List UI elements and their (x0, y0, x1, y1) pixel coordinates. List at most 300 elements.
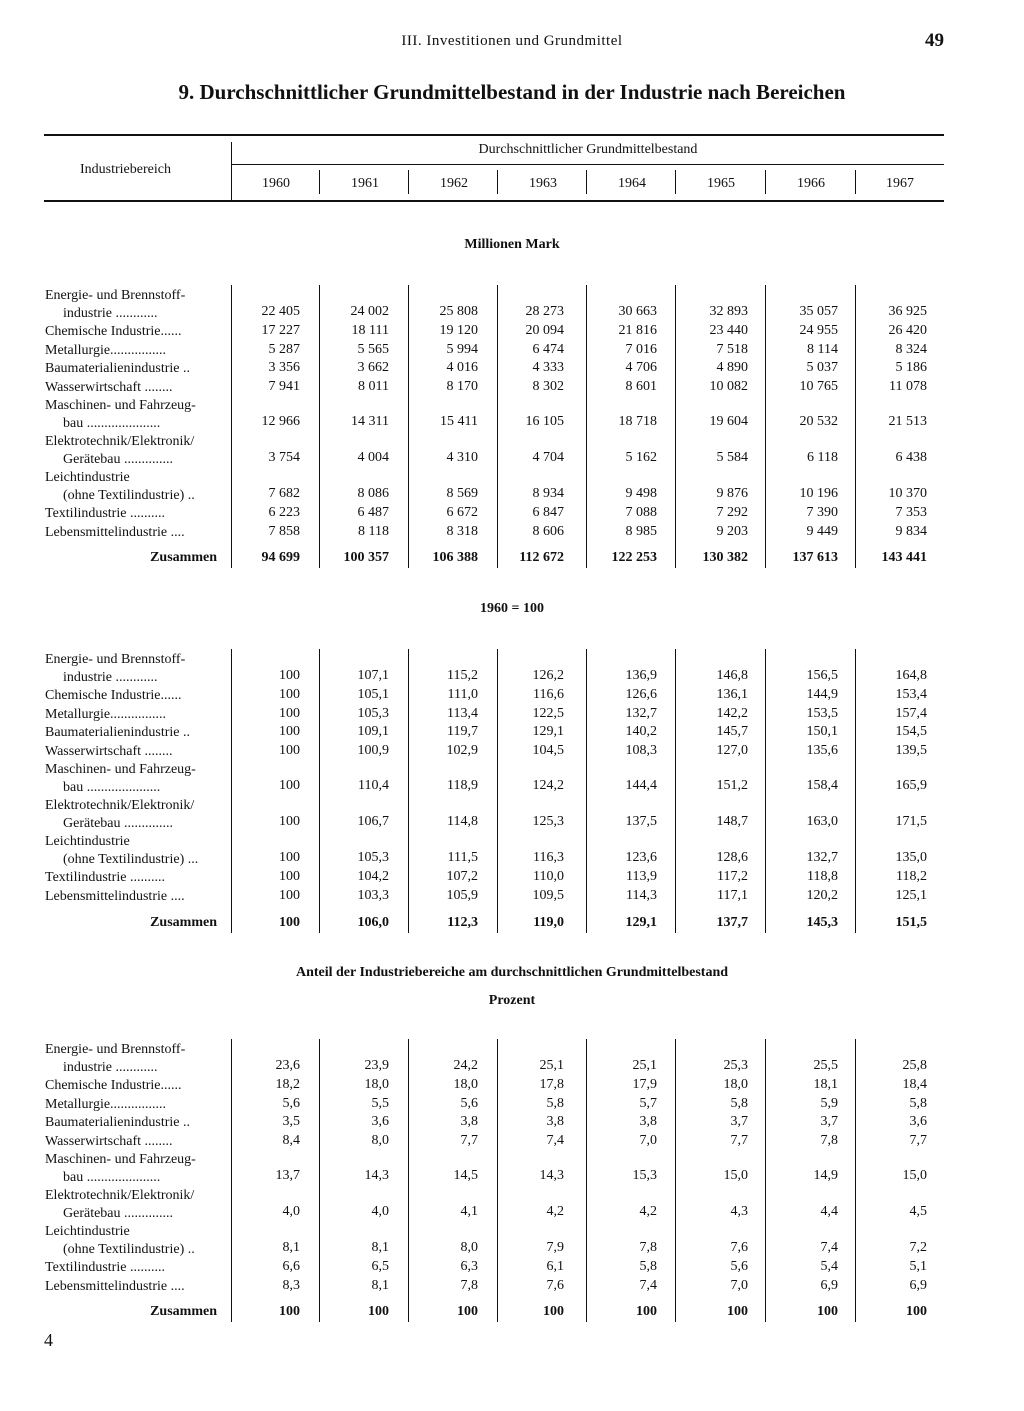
table-cell: 21 513 (888, 414, 927, 429)
table-cell: 136,9 (625, 668, 657, 683)
total-cell: 143 441 (881, 550, 927, 565)
section-title: 1960 = 100 (480, 601, 544, 616)
row-label (45, 360, 231, 378)
row-label (45, 1133, 231, 1151)
year-header: 1964 (618, 176, 646, 191)
table-cell: 7,4 (546, 1132, 564, 1148)
table-cell: 8,0 (460, 1240, 478, 1255)
table-cell: 24 002 (350, 304, 389, 319)
table-cell: 12 966 (261, 414, 300, 429)
table-cell: 7,8 (820, 1132, 838, 1148)
table-cell: 157,4 (895, 705, 927, 721)
table-cell: 148,7 (716, 814, 748, 829)
table-cell: 4 704 (532, 450, 564, 465)
table-cell: 100 (279, 705, 300, 721)
table-cell: 4,4 (820, 1204, 838, 1219)
table-cell: 113,4 (447, 705, 478, 721)
table-cell: 116,3 (533, 850, 564, 865)
table-cell: 18,1 (813, 1077, 838, 1092)
row-label-line: Energie- und Brennstoff- (45, 288, 186, 303)
column-rule (497, 285, 498, 568)
table-cell: 24 955 (799, 323, 838, 338)
table-cell: 3,8 (460, 1114, 478, 1129)
table-cell: 8 324 (895, 341, 927, 357)
table-cell: 100 (279, 778, 300, 793)
total-cell: 100 (636, 1304, 657, 1319)
table-cell: 7,4 (639, 1277, 657, 1293)
row-label (45, 433, 231, 469)
table-cell: 24,2 (453, 1058, 478, 1073)
column-rule (586, 285, 587, 568)
table-cell: 118,9 (447, 778, 478, 793)
table-cell: 122,5 (532, 705, 564, 721)
table-cell: 6,9 (909, 1277, 927, 1293)
table-cell: 7,7 (730, 1132, 748, 1148)
section-title: Anteil der Industriebereiche am durchschnittlichen Grundmittelbestand (295, 965, 729, 980)
year-header: 1963 (529, 176, 557, 191)
table-cell: 21 816 (618, 323, 657, 338)
table-cell: 163,0 (806, 814, 838, 829)
row-label (45, 1096, 231, 1114)
table-cell: 144,4 (625, 778, 657, 793)
row-label-line: Leichtindustrie (45, 834, 130, 849)
table-cell: 22 405 (261, 304, 300, 319)
table-cell: 154,5 (895, 724, 927, 739)
row-label-line: Textilindustrie .......... (45, 1260, 165, 1275)
table-cell: 4 310 (446, 450, 478, 465)
table-cell: 105,3 (357, 705, 389, 721)
row-label-line: Energie- und Brennstoff- (45, 1042, 186, 1057)
table-cell: 4,2 (546, 1204, 564, 1219)
table-cell: 5,1 (909, 1259, 927, 1274)
table-cell: 108,3 (625, 742, 657, 758)
table-cell: 15,3 (632, 1168, 657, 1183)
header-top-rule (44, 134, 944, 136)
table-cell: 5,6 (730, 1259, 748, 1274)
row-label-line: Wasserwirtschaft ........ (45, 1133, 173, 1149)
row-label-line: Metallurgie................ (45, 342, 167, 358)
row-label (45, 1278, 231, 1296)
table-cell: 7,6 (730, 1240, 748, 1255)
total-cell: 130 382 (702, 550, 748, 565)
table-cell: 25 808 (439, 304, 478, 319)
table-cell: 6,9 (820, 1277, 838, 1293)
table-cell: 6 487 (357, 505, 389, 520)
section-subtitle: Prozent (488, 993, 536, 1008)
total-cell: 129,1 (625, 915, 657, 930)
table-cell: 4,0 (282, 1204, 300, 1219)
table-cell: 7 088 (625, 505, 657, 520)
row-label (45, 505, 231, 523)
table-cell: 8 934 (532, 486, 564, 501)
row-label (45, 524, 231, 542)
section-title: Millionen Mark (464, 237, 560, 252)
table-cell: 116,6 (533, 687, 564, 702)
table-cell: 4 004 (357, 450, 389, 465)
table-cell: 8 170 (446, 378, 478, 394)
table-cell: 28 273 (525, 304, 564, 319)
row-label-line: Elektrotechnik/Elektronik/ (45, 798, 195, 813)
row-label-line: Lebensmittelindustrie .... (45, 1278, 185, 1294)
row-label (45, 323, 231, 341)
total-cell: 100 (543, 1304, 564, 1319)
year-header-divider (586, 170, 587, 194)
table-cell: 8 302 (532, 378, 564, 394)
table-cell: 8 086 (357, 486, 389, 501)
table-cell: 35 057 (799, 304, 838, 319)
table-cell: 110,4 (358, 778, 389, 793)
table-cell: 15 411 (440, 414, 478, 429)
table-cell: 135,6 (806, 742, 838, 758)
row-label (45, 287, 231, 323)
column-rule (675, 649, 676, 933)
row-label-line: Maschinen- und Fahrzeug- (45, 1152, 196, 1167)
table-cell: 106,7 (357, 814, 389, 829)
table-cell: 7,7 (460, 1132, 478, 1148)
row-label (45, 761, 231, 797)
table-cell: 5,6 (460, 1095, 478, 1111)
row-label-header: Industriebereich (80, 162, 171, 177)
table-cell: 5,4 (820, 1259, 838, 1274)
total-cell: 112,3 (447, 915, 478, 930)
table-cell: 25,5 (813, 1058, 838, 1073)
year-header: 1961 (351, 176, 379, 191)
row-label (45, 833, 231, 869)
column-rule (319, 285, 320, 568)
column-rule (408, 285, 409, 568)
row-label-line: Chemische Industrie...... (45, 688, 182, 703)
table-cell: 113,9 (626, 869, 657, 884)
table-cell: 5,9 (820, 1095, 838, 1111)
table-cell: 5,8 (909, 1095, 927, 1111)
table-cell: 9 876 (716, 486, 748, 501)
row-label-line: Leichtindustrie (45, 1224, 130, 1239)
total-cell: 100 (279, 1304, 300, 1319)
table-cell: 8 985 (625, 523, 657, 539)
footer-mark: 4 (44, 1330, 53, 1350)
table-cell: 3,5 (282, 1114, 300, 1129)
table-cell: 9 449 (806, 523, 838, 539)
table-cell: 4,5 (909, 1204, 927, 1219)
total-cell: 100 357 (343, 550, 389, 565)
table-cell: 126,2 (532, 668, 564, 683)
table-cell: 128,6 (716, 850, 748, 865)
table-cell: 119,7 (447, 724, 478, 739)
table-cell: 100 (279, 687, 300, 702)
column-rule (231, 285, 232, 568)
table-cell: 4 333 (532, 360, 564, 375)
table-cell: 153,5 (806, 705, 838, 721)
table-cell: 7 390 (806, 505, 838, 520)
table-cell: 132,7 (806, 850, 838, 865)
table-cell: 7,0 (730, 1277, 748, 1293)
row-label-continuation: Gerätebau .............. (63, 816, 174, 831)
column-rule (408, 649, 409, 933)
total-cell: 137,7 (716, 915, 748, 930)
table-cell: 171,5 (895, 814, 927, 829)
row-label-continuation: Gerätebau .............. (63, 1206, 174, 1221)
table-cell: 125,1 (895, 887, 927, 903)
table-cell: 30 663 (618, 304, 657, 319)
table-cell: 109,5 (532, 887, 564, 903)
table-cell: 25,8 (902, 1058, 927, 1073)
total-cell: 100 (279, 915, 300, 930)
table-cell: 5 994 (446, 341, 478, 357)
column-rule (675, 285, 676, 568)
row-label-line: Metallurgie................ (45, 1096, 167, 1112)
table-cell: 124,2 (532, 778, 564, 793)
row-label-continuation: bau ..................... (63, 1170, 161, 1185)
column-rule (855, 649, 856, 933)
total-cell: 119,0 (533, 915, 564, 930)
table-cell: 18,0 (364, 1077, 389, 1092)
column-rule (497, 649, 498, 933)
table-cell: 7,0 (639, 1132, 657, 1148)
table-cell: 127,0 (716, 742, 748, 758)
row-label (45, 1259, 231, 1277)
table-cell: 164,8 (895, 668, 927, 683)
column-rule (586, 1039, 587, 1322)
row-label (45, 1187, 231, 1223)
row-label (45, 724, 231, 742)
total-cell: 100 (457, 1304, 478, 1319)
column-rule (319, 1039, 320, 1322)
row-label-continuation: bau ..................... (63, 416, 161, 431)
year-header-divider (675, 170, 676, 194)
table-cell: 3,7 (820, 1114, 838, 1129)
table-cell: 23,6 (275, 1058, 300, 1073)
year-header: 1966 (797, 176, 825, 191)
table-cell: 111,0 (447, 687, 478, 702)
table-cell: 5 565 (357, 341, 389, 357)
row-label-continuation: (ohne Textilindustrie) .. (63, 1242, 195, 1257)
table-cell: 132,7 (625, 705, 657, 721)
row-label-continuation: industrie ............ (63, 1060, 158, 1075)
total-cell: 122 253 (611, 550, 657, 565)
table-cell: 18 111 (351, 323, 389, 338)
total-cell: 112 672 (519, 550, 564, 565)
row-label-line: Baumaterialienindustrie .. (45, 361, 191, 376)
table-cell: 4,0 (371, 1204, 389, 1219)
table-cell: 25,3 (723, 1058, 748, 1073)
table-cell: 7 518 (716, 341, 748, 357)
table-cell: 7,7 (909, 1132, 927, 1148)
table-cell: 8 318 (446, 523, 478, 539)
table-cell: 129,1 (532, 724, 564, 739)
table-cell: 8 606 (532, 523, 564, 539)
row-label-line: Chemische Industrie...... (45, 1078, 182, 1093)
total-cell: 145,3 (806, 915, 838, 930)
total-cell: 100 (727, 1304, 748, 1319)
total-cell: 137 613 (792, 550, 838, 565)
table-cell: 10 370 (888, 486, 927, 501)
row-label (45, 888, 231, 906)
table-cell: 17 227 (261, 323, 300, 338)
table-cell: 115,2 (447, 668, 478, 683)
table-cell: 7,8 (639, 1240, 657, 1255)
table-cell: 7 858 (268, 523, 300, 539)
table-title: 9. Durchschnittlicher Grundmittelbestand in der Industrie nach Bereichen (178, 80, 846, 104)
table-cell: 8,1 (371, 1277, 389, 1293)
table-cell: 120,2 (806, 887, 838, 903)
table-cell: 25,1 (632, 1058, 657, 1073)
row-label-line: Elektrotechnik/Elektronik/ (45, 434, 195, 449)
table-cell: 9 834 (895, 523, 927, 539)
total-cell: 151,5 (895, 915, 927, 930)
table-cell: 104,2 (357, 869, 389, 884)
row-label (45, 651, 231, 687)
table-cell: 17,8 (539, 1077, 564, 1092)
row-label-line: Metallurgie................ (45, 706, 167, 722)
table-cell: 114,3 (626, 887, 657, 903)
row-label-continuation: industrie ............ (63, 670, 158, 685)
table-cell: 139,5 (895, 742, 927, 758)
table-cell: 5,8 (639, 1259, 657, 1274)
table-cell: 26 420 (888, 323, 927, 338)
table-cell: 100 (279, 724, 300, 739)
row-label (45, 1077, 231, 1095)
table-cell: 8,3 (282, 1277, 300, 1293)
table-cell: 5,6 (282, 1095, 300, 1111)
year-header-divider (855, 170, 856, 194)
table-cell: 6,3 (460, 1259, 478, 1274)
table-cell: 137,5 (625, 814, 657, 829)
table-cell: 104,5 (532, 742, 564, 758)
row-label-line: Leichtindustrie (45, 470, 130, 485)
column-rule (408, 1039, 409, 1322)
column-rule (319, 649, 320, 933)
table-cell: 7 682 (268, 486, 300, 501)
table-cell: 4 706 (625, 360, 657, 375)
total-cell: 106,0 (357, 915, 389, 930)
table-cell: 7,8 (460, 1277, 478, 1293)
table-cell: 6 847 (532, 505, 564, 520)
year-header: 1965 (707, 176, 735, 191)
row-label-continuation: (ohne Textilindustrie) .. (63, 488, 195, 503)
table-cell: 146,8 (716, 668, 748, 683)
table-cell: 135,0 (895, 850, 927, 865)
table-cell: 114,8 (447, 814, 478, 829)
table-cell: 7 292 (716, 505, 748, 520)
row-label-line: Maschinen- und Fahrzeug- (45, 398, 196, 413)
row-label-line: Baumaterialienindustrie .. (45, 725, 191, 740)
table-cell: 100,9 (357, 742, 389, 758)
table-cell: 110,0 (533, 869, 564, 884)
page-number: 49 (925, 30, 944, 51)
year-header: 1962 (440, 176, 468, 191)
table-cell: 3,6 (909, 1114, 927, 1129)
row-label-line: Lebensmittelindustrie .... (45, 524, 185, 540)
table-cell: 100 (279, 668, 300, 683)
table-cell: 150,1 (806, 724, 838, 739)
table-cell: 8 118 (358, 523, 389, 539)
total-cell: 100 (817, 1304, 838, 1319)
table-cell: 8,0 (371, 1132, 389, 1148)
row-label-continuation: bau ..................... (63, 780, 161, 795)
column-rule (231, 649, 232, 933)
table-cell: 100 (279, 887, 300, 903)
table-cell: 4,1 (460, 1204, 478, 1219)
table-cell: 6,6 (282, 1259, 300, 1274)
year-header-divider (765, 170, 766, 194)
table-cell: 20 532 (799, 414, 838, 429)
table-cell: 3,7 (730, 1114, 748, 1129)
year-header: 1967 (886, 176, 914, 191)
header-mid-rule (232, 164, 944, 165)
row-label (45, 869, 231, 887)
year-header: 1960 (262, 176, 290, 191)
table-cell: 118,2 (896, 869, 927, 884)
table-cell: 142,2 (716, 705, 748, 721)
row-label-line: Textilindustrie .......... (45, 506, 165, 521)
table-cell: 7,6 (546, 1277, 564, 1293)
table-cell: 109,1 (357, 724, 389, 739)
table-cell: 10 196 (799, 486, 838, 501)
total-cell: 100 (906, 1304, 927, 1319)
row-label-line: Wasserwirtschaft ........ (45, 743, 173, 759)
table-cell: 3 754 (268, 450, 300, 465)
table-cell: 14,5 (453, 1168, 478, 1183)
table-cell: 105,3 (357, 850, 389, 865)
table-cell: 5,8 (546, 1095, 564, 1111)
table-cell: 11 078 (889, 378, 927, 394)
table-cell: 6 672 (446, 505, 478, 520)
table-cell: 5 186 (895, 360, 927, 375)
table-cell: 15,0 (902, 1168, 927, 1183)
total-label: Zusammen (150, 550, 217, 565)
row-label (45, 469, 231, 505)
header-bottom-rule (44, 200, 944, 202)
table-cell: 7 016 (625, 341, 657, 357)
row-label-continuation: industrie ............ (63, 306, 158, 321)
table-cell: 15,0 (723, 1168, 748, 1183)
table-cell: 8,4 (282, 1132, 300, 1148)
table-cell: 7,2 (909, 1240, 927, 1255)
table-cell: 7,4 (820, 1240, 838, 1255)
table-cell: 6,1 (546, 1259, 564, 1274)
row-label (45, 1041, 231, 1077)
row-label-line: Maschinen- und Fahrzeug- (45, 762, 196, 777)
table-cell: 4 890 (716, 360, 748, 375)
table-cell: 118,8 (807, 869, 838, 884)
table-cell: 8 601 (625, 378, 657, 394)
table-cell: 14,3 (539, 1168, 564, 1183)
table-cell: 125,3 (532, 814, 564, 829)
row-label-line: Textilindustrie .......... (45, 870, 165, 885)
table-cell: 3,6 (371, 1114, 389, 1129)
total-cell: 100 (368, 1304, 389, 1319)
table-cell: 6 474 (532, 341, 564, 357)
table-cell: 10 765 (799, 378, 838, 394)
row-label-line: Chemische Industrie...... (45, 324, 182, 339)
table-cell: 117,1 (717, 887, 748, 903)
row-label-line: Lebensmittelindustrie .... (45, 888, 185, 904)
table-cell: 8 569 (446, 486, 478, 501)
table-cell: 7 353 (895, 505, 927, 520)
total-cell: 106 388 (432, 550, 478, 565)
table-cell: 9 498 (625, 486, 657, 501)
table-cell: 4,3 (730, 1204, 748, 1219)
table-cell: 5 162 (625, 450, 657, 465)
table-cell: 165,9 (895, 778, 927, 793)
table-cell: 5 037 (806, 360, 838, 375)
total-label: Zusammen (150, 915, 217, 930)
table-cell: 105,1 (357, 687, 389, 702)
table-cell: 18 718 (618, 414, 657, 429)
column-rule (855, 285, 856, 568)
table-cell: 5,7 (639, 1095, 657, 1111)
table-cell: 117,2 (717, 869, 748, 884)
